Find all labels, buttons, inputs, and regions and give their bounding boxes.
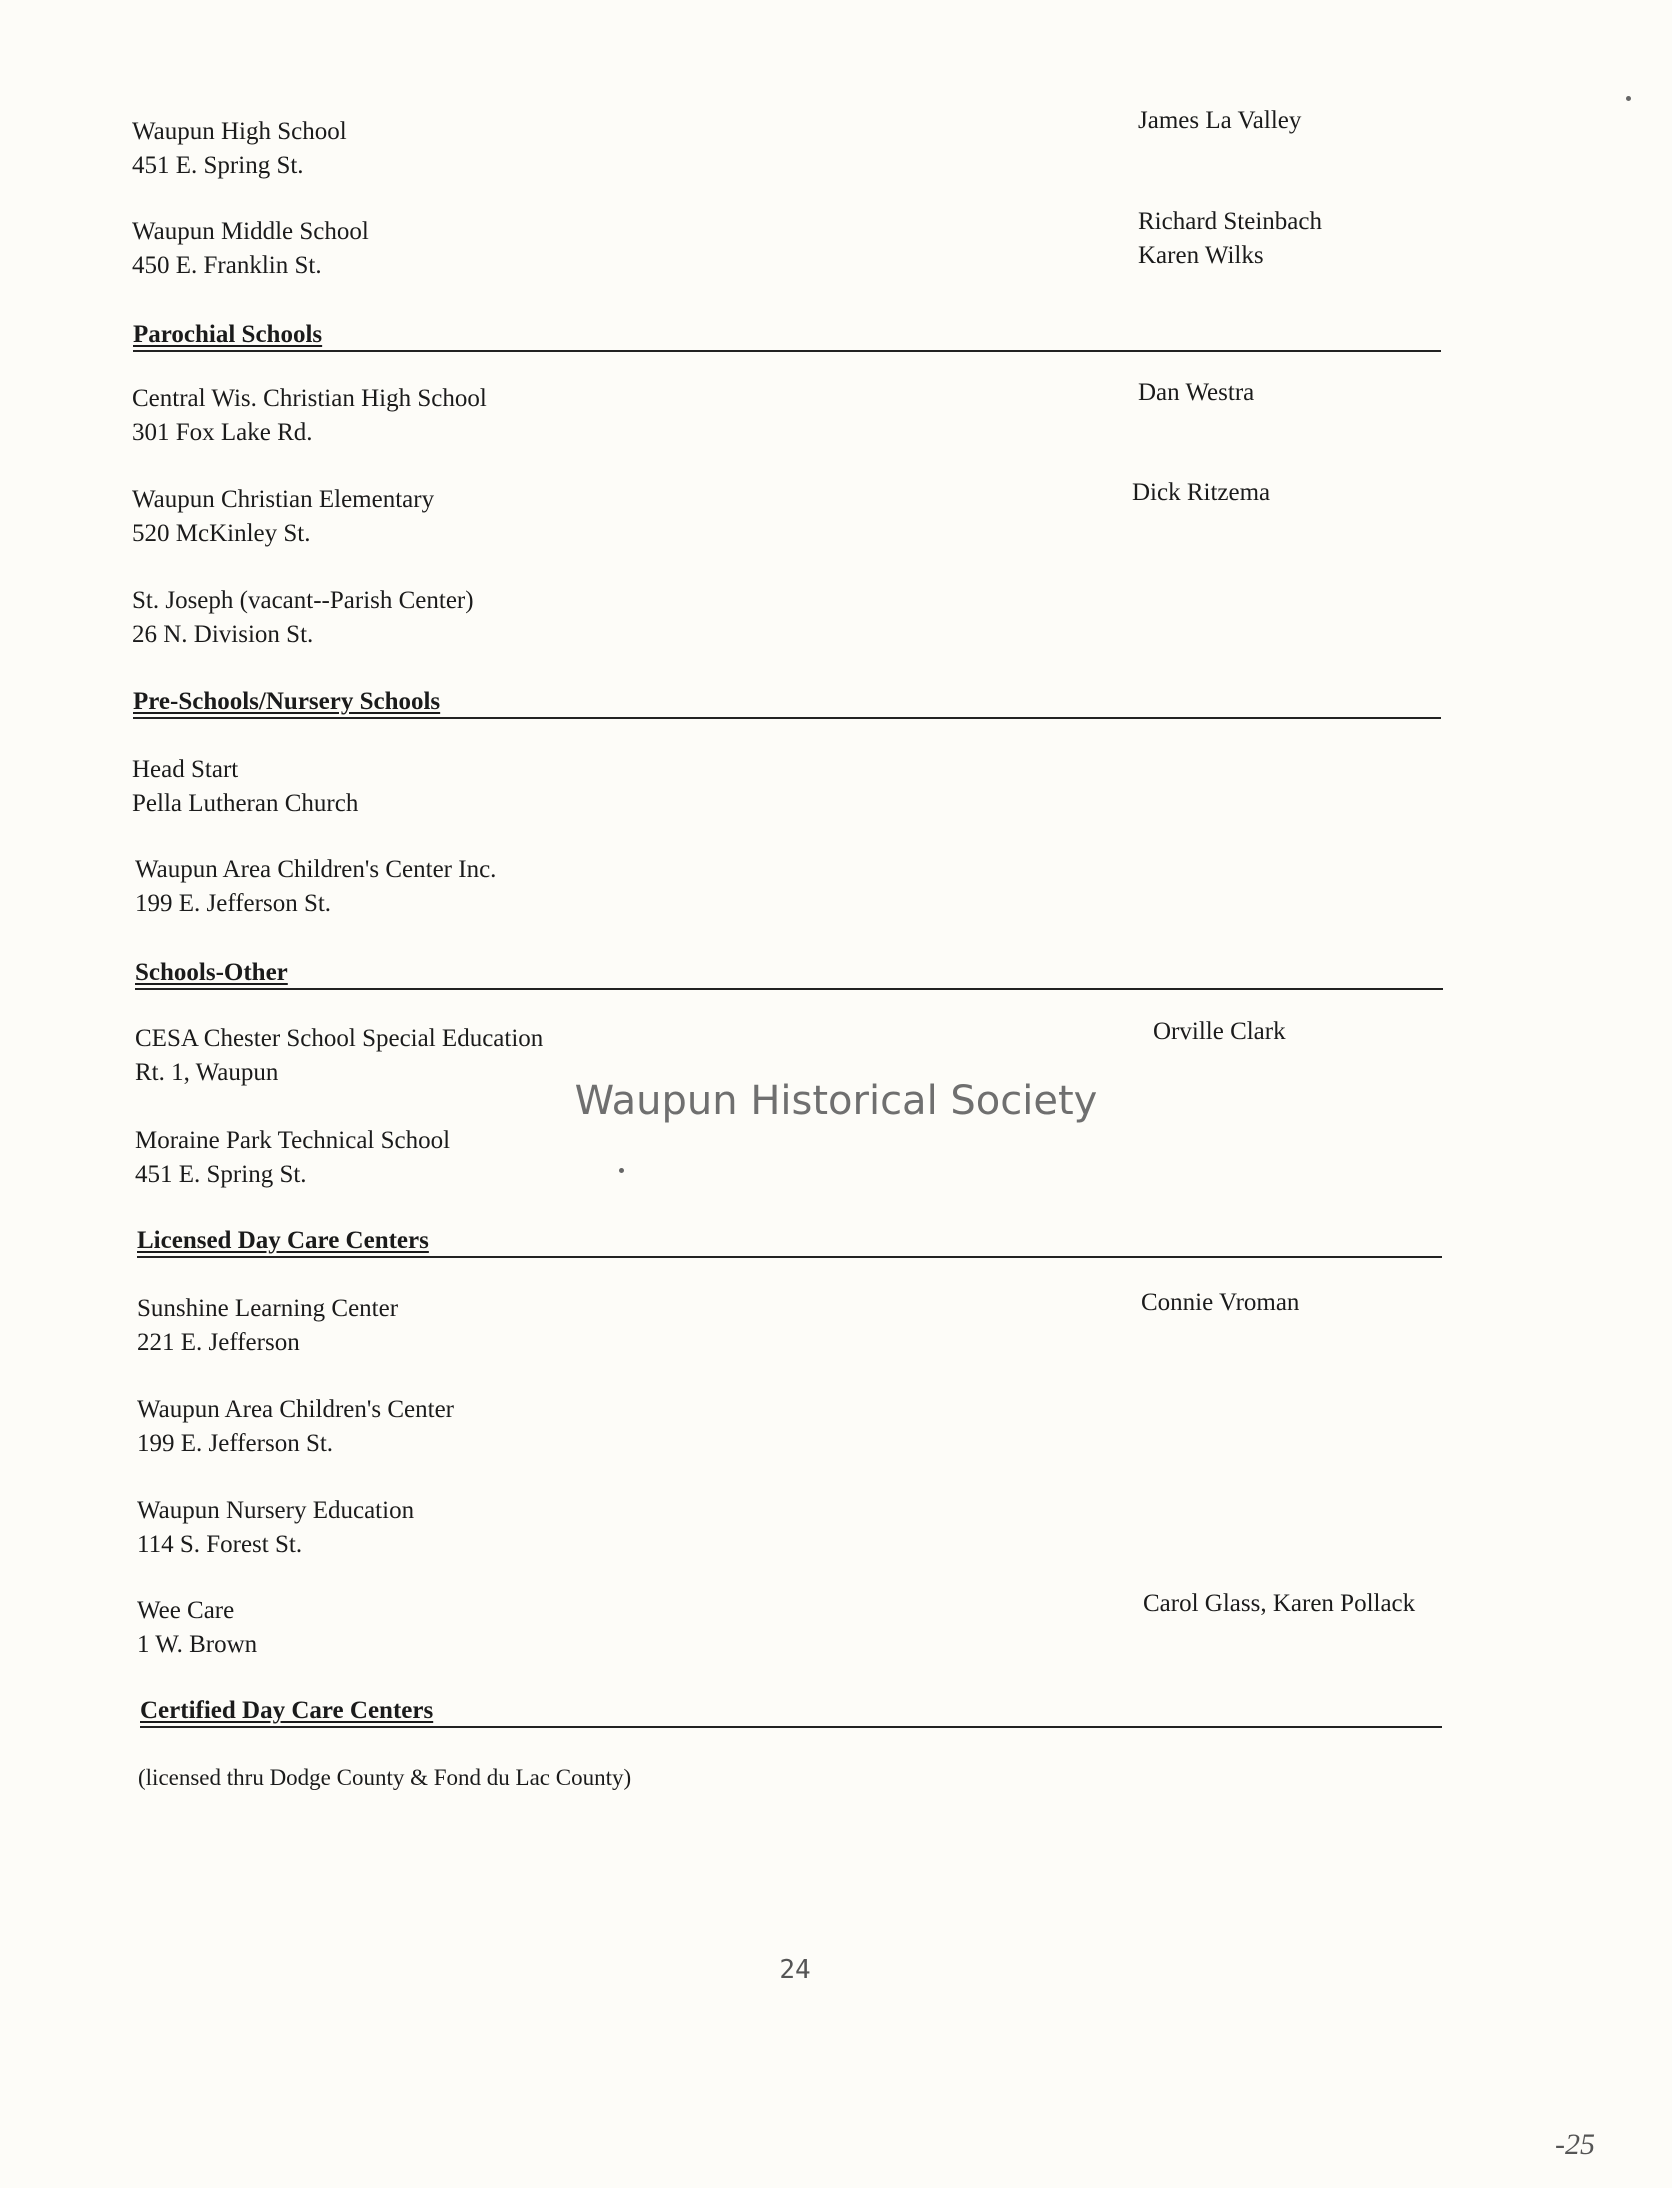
school-name: Waupun High School <box>132 118 347 145</box>
school-entry <box>137 1594 257 1662</box>
section-heading-licensed-day-care: Licensed Day Care Centers <box>137 1226 1442 1258</box>
school-name: Waupun Middle School <box>132 218 369 245</box>
school-name: Sunshine Learning Center <box>137 1295 399 1322</box>
school-name: Moraine Park Technical School <box>135 1127 451 1154</box>
school-name: Waupun Nursery Education <box>137 1497 415 1524</box>
school-address: 199 E. Jefferson St. <box>137 1430 334 1457</box>
school-entry <box>137 1494 414 1562</box>
school-name: Waupun Area Children's Center Inc. <box>135 856 497 883</box>
school-address: 450 E. Franklin St. <box>132 252 322 279</box>
contact-name: Orville Clark <box>1153 1018 1286 1045</box>
contact-name: Carol Glass, Karen Pollack <box>1143 1590 1416 1617</box>
school-name: Central Wis. Christian High School <box>132 385 487 412</box>
contact-name: Karen Wilks <box>1138 242 1264 269</box>
school-address: 199 E. Jefferson St. <box>135 890 332 917</box>
school-entry <box>135 1124 450 1192</box>
school-entry <box>135 853 496 921</box>
school-name: Wee Care <box>137 1597 235 1624</box>
school-address: 114 S. Forest St. <box>137 1531 303 1558</box>
scan-speck <box>1626 96 1631 101</box>
school-name: Head Start <box>132 756 239 783</box>
school-address: Pella Lutheran Church <box>132 790 359 817</box>
section-heading-certified-day-care: Certified Day Care Centers <box>140 1696 1442 1728</box>
school-address: 451 E. Spring St. <box>135 1161 307 1188</box>
school-name: St. Joseph (vacant--Parish Center) <box>132 587 474 614</box>
watermark: Waupun Historical Society <box>574 1078 1098 1124</box>
school-entry <box>132 382 487 450</box>
school-address: 520 McKinley St. <box>132 520 311 547</box>
school-entry <box>132 483 434 551</box>
school-address: 451 E. Spring St. <box>132 152 304 179</box>
scan-speck <box>619 1168 624 1173</box>
contact-name: Richard Steinbach <box>1138 208 1322 235</box>
contact-names <box>1138 205 1322 273</box>
school-entry <box>132 115 347 183</box>
school-name: CESA Chester School Special Education <box>135 1025 544 1052</box>
contact-name: Dick Ritzema <box>1132 479 1271 506</box>
school-address: 26 N. Division St. <box>132 621 314 648</box>
certified-note: (licensed thru Dodge County & Fond du Lac County) <box>138 1765 632 1790</box>
school-address: 221 E. Jefferson <box>137 1329 300 1356</box>
school-address: 301 Fox Lake Rd. <box>132 419 313 446</box>
contact-name: James La Valley <box>1138 107 1302 134</box>
page-number: 24 <box>779 1955 811 1985</box>
handwritten-page-mark: -25 <box>1555 2128 1595 2161</box>
contact-name: Connie Vroman <box>1141 1289 1300 1316</box>
school-entry <box>132 215 369 283</box>
school-entry <box>137 1393 454 1461</box>
section-heading-schools-other: Schools-Other <box>135 958 1443 990</box>
school-address: 1 W. Brown <box>137 1631 258 1658</box>
school-entry <box>132 753 358 821</box>
section-heading-parochial: Parochial Schools <box>133 320 1441 352</box>
contact-name: Dan Westra <box>1138 379 1255 406</box>
school-entry <box>132 584 474 652</box>
school-name: Waupun Christian Elementary <box>132 486 435 513</box>
school-name: Waupun Area Children's Center <box>137 1396 454 1423</box>
school-entry <box>137 1292 398 1360</box>
section-heading-preschools: Pre-Schools/Nursery Schools <box>133 687 1441 719</box>
school-address: Rt. 1, Waupun <box>135 1059 279 1086</box>
